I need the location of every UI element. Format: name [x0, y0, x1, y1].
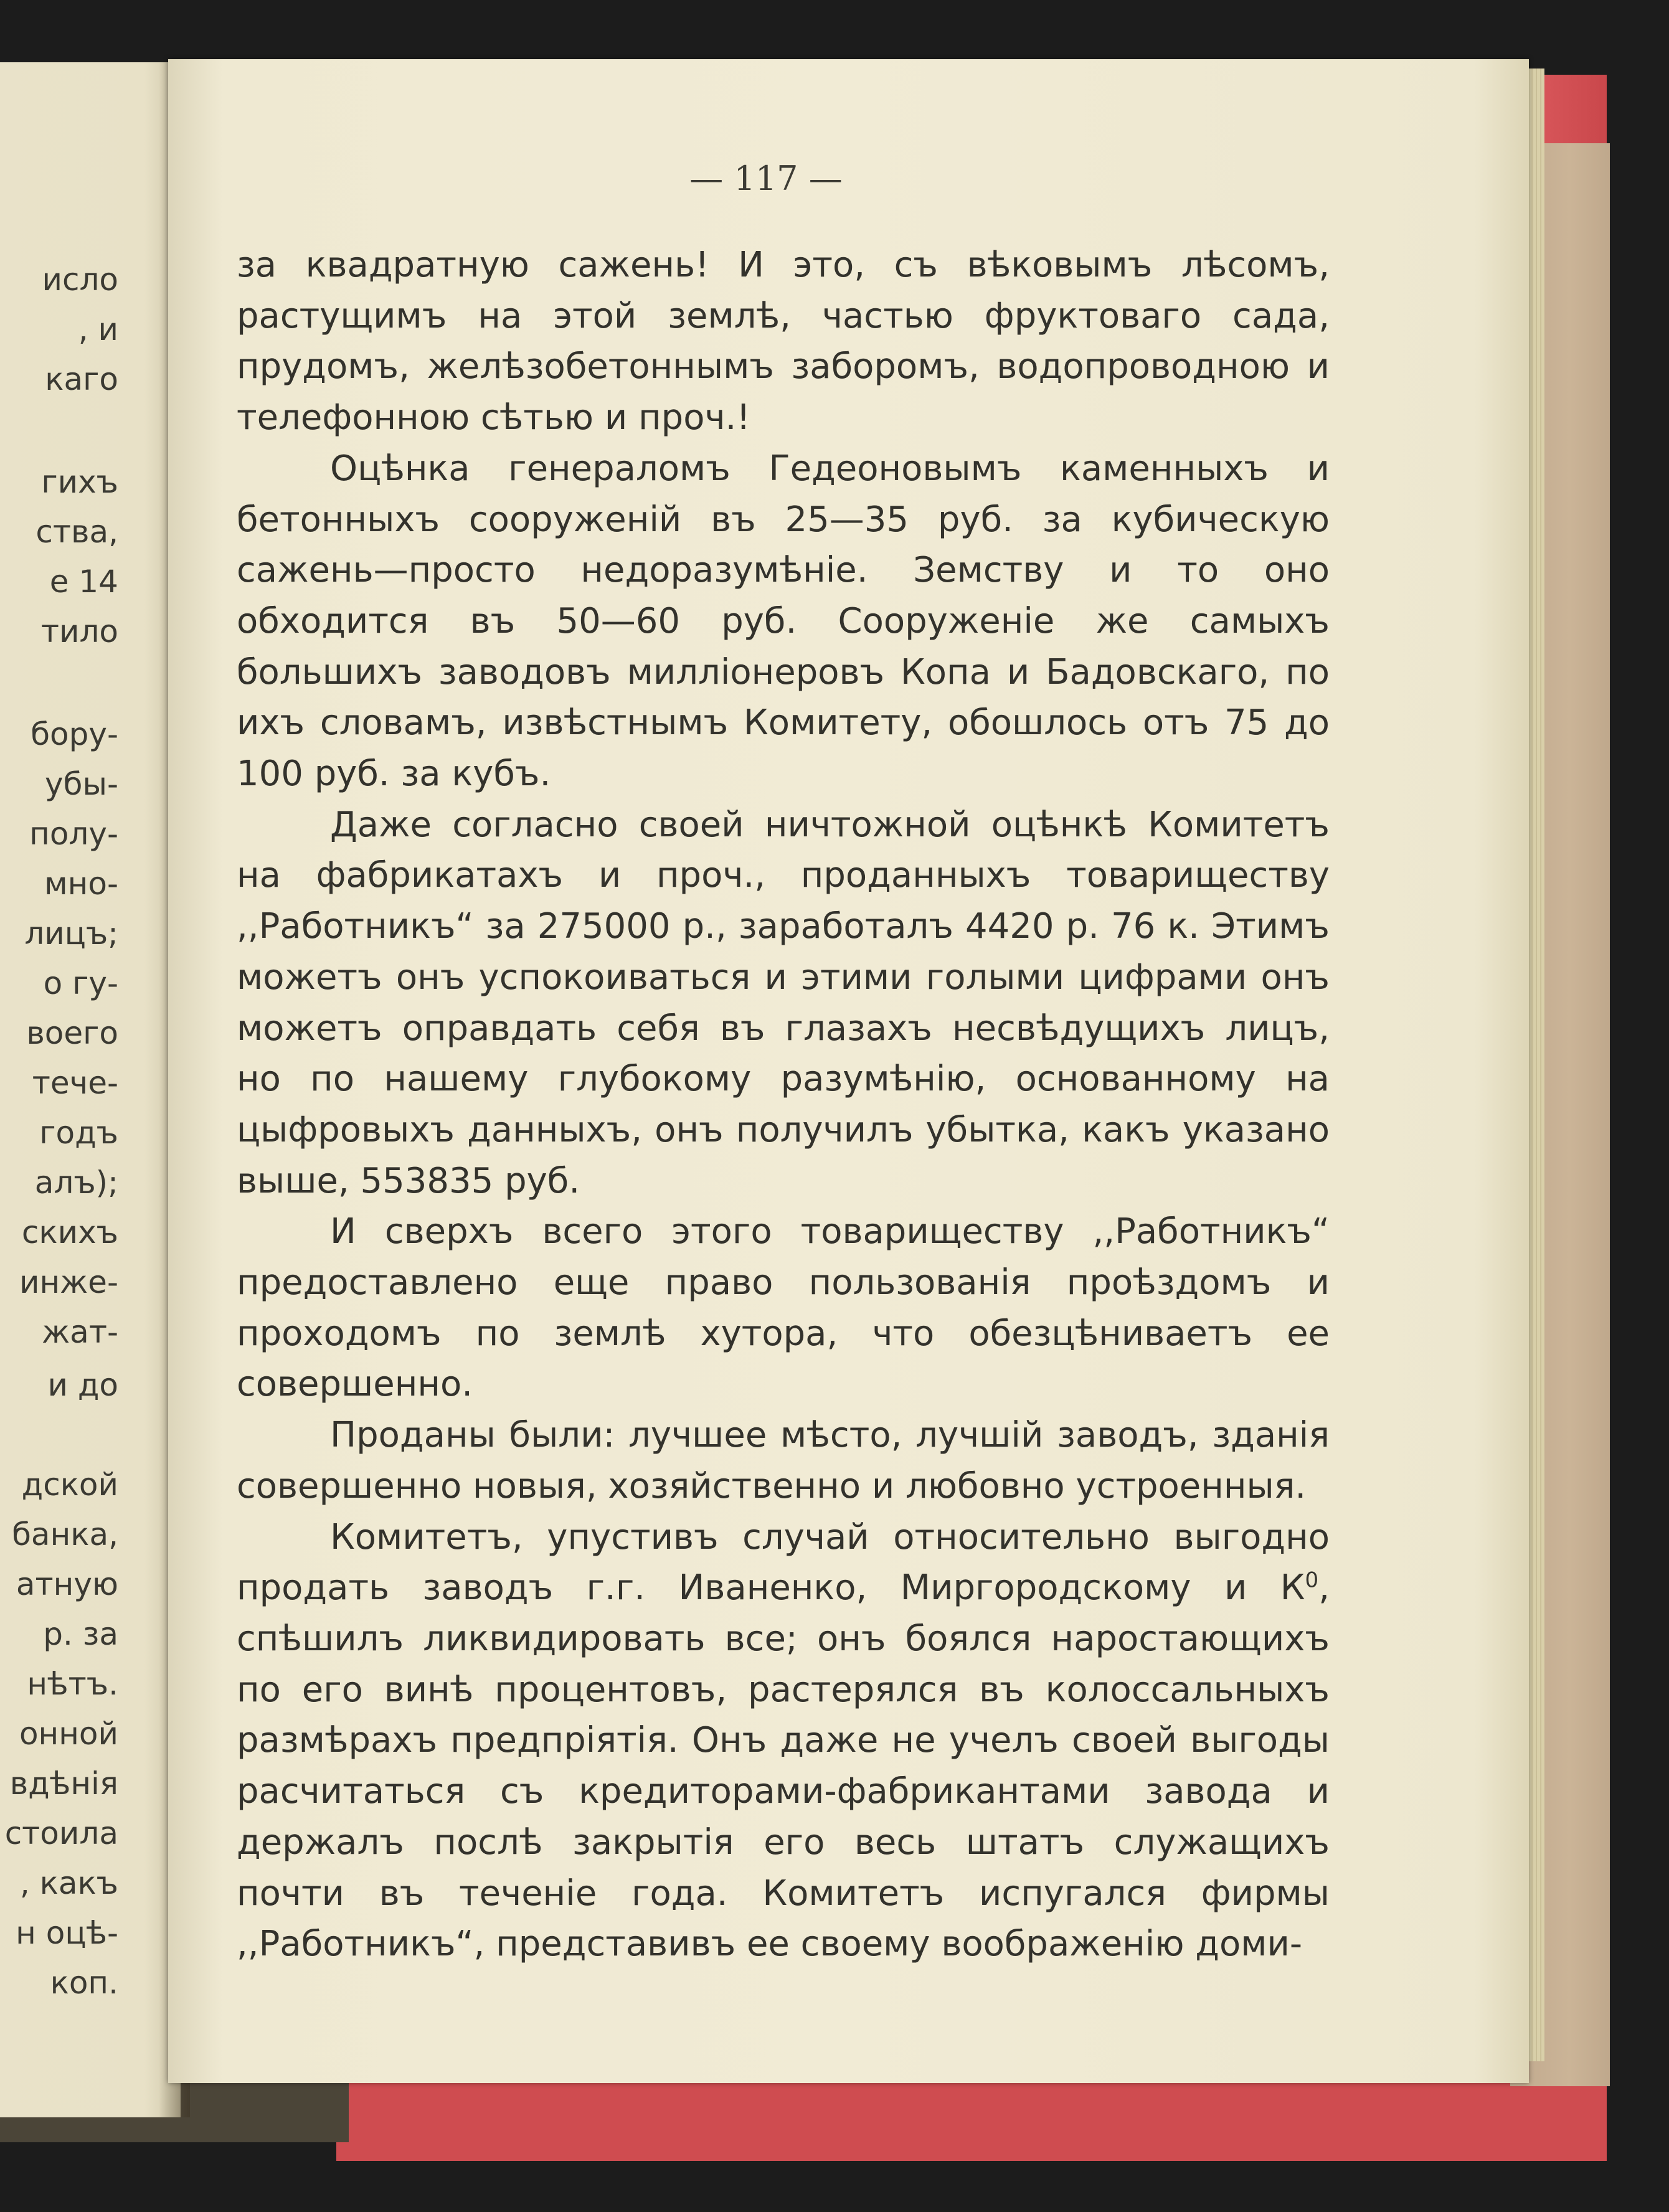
left-page-line: е 14: [49, 564, 118, 600]
left-page-line: , какъ: [19, 1865, 118, 1901]
left-page-line: воего: [26, 1015, 118, 1051]
left-page-line: бору-: [31, 716, 118, 752]
paragraph-3: Даже согласно своей ничтожной оцѣнкѣ Комитетъ на фабрикатахъ и проч., проданныхъ товариществу ,,Работникъ“ за 275000 р., заработалъ 4420 р. 76 к. Этимъ можетъ онъ успокоиваться и этими голыми цифрами онъ можетъ оправдать себя въ глазахъ несвѣдущихъ лицъ, но по нашему глубокому разумѣнію, основанному на цыфровыхъ данныхъ, онъ получилъ убытка, какъ указано выше, 553835 руб.: [237, 804, 1330, 1201]
left-page-line: , и: [78, 311, 118, 347]
left-page-line: нѣтъ.: [27, 1666, 118, 1702]
left-page-line: мно-: [44, 866, 118, 902]
left-page-line: жат-: [42, 1314, 118, 1350]
left-page-line: алъ);: [34, 1165, 118, 1201]
paragraph-5: Проданы были: лучшее мѣсто, лучшій заводъ, зданія совершенно новыя, хозяйственно и любовно устроенныя.: [237, 1415, 1330, 1506]
paragraph-6: [237, 1512, 1330, 1970]
left-page-line: р. за: [43, 1616, 118, 1652]
left-page-line: скихъ: [21, 1214, 118, 1250]
left-page-line: полу-: [29, 816, 118, 852]
paragraph-6-end: , спѣшилъ ликвидировать все; онъ боялся наростающихъ по его винѣ процентовъ, растерялся въ колоссальныхъ размѣрахъ предпріятія. Онъ даже не учелъ своей выгоды расчитаться съ кредиторами-фабрикантами завода и держалъ послѣ закрытія его весь штатъ служащихъ почти въ теченіе года. Комитетъ испугался фирмы ,,Работникъ“, представивъ ее своему воображенію доми-: [237, 1567, 1330, 1965]
left-page-line: каго: [45, 361, 118, 397]
paragraph-1: за квадратную сажень! И это, съ вѣковымъ лѣсомъ, растущимъ на этой землѣ, частью фруктоваго сада, прудомъ, желѣзобетоннымъ заборомъ, водопроводною и телефонною сѣтью и проч.!: [237, 245, 1330, 438]
left-page-line: лицъ;: [24, 915, 118, 952]
paragraph-4: И сверхъ всего этого товариществу ,,Работникъ“ предоставлено еще право пользованія проѣздомъ и проходомъ по землѣ хутора, что обезцѣниваетъ ее совершенно.: [237, 1211, 1330, 1405]
left-page-line: коп.: [50, 1965, 118, 2001]
left-page-line: гихъ: [41, 464, 118, 500]
left-page: [0, 62, 181, 2117]
left-page-line: исло: [42, 262, 118, 298]
page-number: — 117 —: [689, 159, 843, 198]
left-page-line: атную: [16, 1566, 118, 1602]
left-page-line: тече-: [32, 1065, 118, 1101]
left-page-line: инже-: [19, 1264, 118, 1300]
paragraph-6-start: Комитетъ, упустивъ случай относительно выгодно продать заводъ г.г. Иваненко, Миргородскому и К: [237, 1516, 1330, 1609]
left-page-line: банка,: [12, 1516, 118, 1553]
left-page-line: ства,: [35, 514, 118, 550]
left-page-line: н оцѣ-: [16, 1915, 118, 1951]
left-page-line: и до: [47, 1367, 118, 1403]
left-page-line: о гу-: [43, 965, 118, 1001]
page-body: [237, 240, 1330, 1970]
left-page-line: годъ: [39, 1115, 118, 1151]
paragraph-2: Оцѣнка генераломъ Гедеоновымъ каменныхъ и бетонныхъ сооруженій въ 25—35 руб. за кубическую сажень—просто недоразумѣніе. Земству и то оно обходится въ 50—60 руб. Сооруженіе же самыхъ большихъ заводовъ милліонеровъ Копа и Бадовскаго, по ихъ словамъ, извѣстнымъ Комитету, обошлось отъ 75 до 100 руб. за кубъ.: [237, 448, 1330, 795]
superscript-zero: 0: [1305, 1567, 1319, 1593]
left-page-line: дской: [21, 1467, 118, 1503]
left-page-line: онной: [19, 1716, 118, 1752]
left-page-line: вдѣнія: [9, 1765, 118, 1802]
left-page-line: тило: [40, 613, 118, 650]
left-page-line: стоила: [4, 1815, 118, 1851]
book-cover-red-bottom: [336, 2074, 1607, 2161]
left-page-line: убы-: [45, 766, 118, 802]
